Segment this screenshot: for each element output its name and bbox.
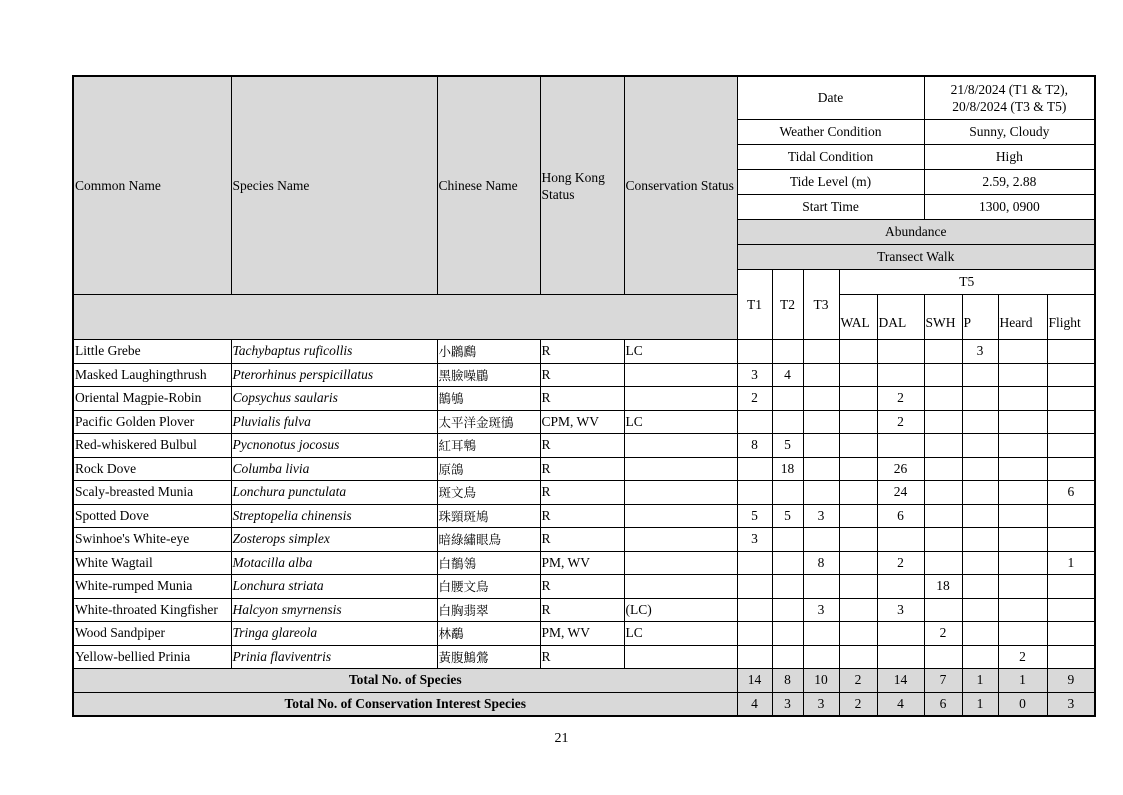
count-cell-swh — [924, 340, 962, 364]
conservation-status-cell — [624, 363, 737, 387]
count-cell-t3: 8 — [803, 551, 839, 575]
count-cell-flight — [1047, 575, 1095, 599]
count-cell-t1 — [737, 410, 772, 434]
header-chinese-name: Chinese Name — [437, 76, 540, 295]
count-cell-wal — [839, 575, 877, 599]
count-cell-swh — [924, 434, 962, 458]
count-cell-heard — [998, 528, 1047, 552]
conservation-status-cell — [624, 434, 737, 458]
header-blank-gap — [73, 295, 737, 340]
count-cell-dal: 26 — [877, 457, 924, 481]
table-row — [73, 598, 1095, 622]
total-cell-heard: 0 — [998, 692, 1047, 716]
conservation-status-cell: LC — [624, 410, 737, 434]
total-cell-dal: 4 — [877, 692, 924, 716]
total-cell-t1: 14 — [737, 669, 772, 693]
count-cell-flight — [1047, 504, 1095, 528]
count-cell-wal — [839, 645, 877, 669]
hk-status-cell: R — [540, 575, 624, 599]
total-cell-dal: 14 — [877, 669, 924, 693]
chinese-name-cell: 白鶺鴒 — [437, 551, 540, 575]
count-cell-t2: 5 — [772, 504, 803, 528]
count-cell-t2: 4 — [772, 363, 803, 387]
hk-status-cell: PM, WV — [540, 551, 624, 575]
count-cell-swh — [924, 363, 962, 387]
count-cell-heard — [998, 457, 1047, 481]
count-cell-p — [962, 622, 998, 646]
header-p: P — [962, 295, 998, 340]
count-cell-flight — [1047, 645, 1095, 669]
total-cell-swh: 6 — [924, 692, 962, 716]
total-cell-heard: 1 — [998, 669, 1047, 693]
count-cell-flight — [1047, 387, 1095, 411]
count-cell-wal — [839, 622, 877, 646]
chinese-name-cell: 斑文鳥 — [437, 481, 540, 505]
hk-status-cell: R — [540, 434, 624, 458]
count-cell-t2 — [772, 481, 803, 505]
count-cell-t2: 18 — [772, 457, 803, 481]
hk-status-cell: PM, WV — [540, 622, 624, 646]
conservation-status-cell: LC — [624, 340, 737, 364]
header-conservation-status: Conservation Status — [624, 76, 737, 295]
table-row — [73, 575, 1095, 599]
start-time-value: 1300, 0900 — [924, 195, 1095, 220]
count-cell-t3 — [803, 410, 839, 434]
conservation-status-cell: LC — [624, 622, 737, 646]
count-cell-p — [962, 410, 998, 434]
species-name-cell: Pluvialis fulva — [231, 410, 437, 434]
count-cell-swh: 18 — [924, 575, 962, 599]
conservation-status-cell — [624, 481, 737, 505]
species-name-cell: Tringa glareola — [231, 622, 437, 646]
count-cell-wal — [839, 598, 877, 622]
total-cell-flight: 9 — [1047, 669, 1095, 693]
conservation-status-cell — [624, 551, 737, 575]
count-cell-p — [962, 363, 998, 387]
count-cell-heard — [998, 434, 1047, 458]
species-name-cell: Motacilla alba — [231, 551, 437, 575]
header-t5: T5 — [839, 270, 1095, 295]
species-name-cell: Copsychus saularis — [231, 387, 437, 411]
count-cell-t1 — [737, 645, 772, 669]
count-cell-wal — [839, 363, 877, 387]
tide-level-label: Tide Level (m) — [737, 170, 924, 195]
count-cell-p — [962, 528, 998, 552]
count-cell-t2 — [772, 622, 803, 646]
count-cell-flight — [1047, 457, 1095, 481]
count-cell-t1 — [737, 481, 772, 505]
common-name-cell: White-rumped Munia — [73, 575, 231, 599]
count-cell-p — [962, 387, 998, 411]
species-name-cell: Streptopelia chinensis — [231, 504, 437, 528]
count-cell-flight — [1047, 363, 1095, 387]
count-cell-dal: 2 — [877, 387, 924, 411]
count-cell-t3 — [803, 363, 839, 387]
count-cell-t3 — [803, 645, 839, 669]
hk-status-cell: R — [540, 528, 624, 552]
common-name-cell: Yellow-bellied Prinia — [73, 645, 231, 669]
count-cell-dal — [877, 340, 924, 364]
chinese-name-cell: 原鴿 — [437, 457, 540, 481]
count-cell-wal — [839, 504, 877, 528]
count-cell-t2 — [772, 528, 803, 552]
bird-survey-table — [72, 75, 1096, 717]
count-cell-swh — [924, 551, 962, 575]
chinese-name-cell: 白腰文鳥 — [437, 575, 540, 599]
count-cell-p: 3 — [962, 340, 998, 364]
count-cell-t2 — [772, 387, 803, 411]
conservation-status-cell: (LC) — [624, 598, 737, 622]
count-cell-dal — [877, 363, 924, 387]
table-row — [73, 481, 1095, 505]
count-cell-heard — [998, 387, 1047, 411]
conservation-status-cell — [624, 457, 737, 481]
common-name-cell: Scaly-breasted Munia — [73, 481, 231, 505]
chinese-name-cell: 鵲鴝 — [437, 387, 540, 411]
conservation-status-cell — [624, 387, 737, 411]
count-cell-p — [962, 645, 998, 669]
species-name-cell: Halcyon smyrnensis — [231, 598, 437, 622]
count-cell-heard — [998, 575, 1047, 599]
common-name-cell: White Wagtail — [73, 551, 231, 575]
table-row — [73, 504, 1095, 528]
hk-status-cell: R — [540, 363, 624, 387]
species-name-cell: Pterorhinus perspicillatus — [231, 363, 437, 387]
total-cell-wal: 2 — [839, 692, 877, 716]
count-cell-wal — [839, 481, 877, 505]
count-cell-t3 — [803, 575, 839, 599]
count-cell-t1 — [737, 457, 772, 481]
header-common-name: Common Name — [73, 76, 231, 295]
table-row — [73, 457, 1095, 481]
table-row — [73, 410, 1095, 434]
common-name-cell: Little Grebe — [73, 340, 231, 364]
count-cell-heard — [998, 598, 1047, 622]
count-cell-wal — [839, 551, 877, 575]
count-cell-swh — [924, 410, 962, 434]
species-name-cell: Tachybaptus ruficollis — [231, 340, 437, 364]
total-cell-t3: 3 — [803, 692, 839, 716]
header-dal: DAL — [877, 295, 924, 340]
count-cell-t1: 2 — [737, 387, 772, 411]
chinese-name-cell: 白胸翡翠 — [437, 598, 540, 622]
conservation-status-cell — [624, 504, 737, 528]
count-cell-t2 — [772, 410, 803, 434]
count-cell-t1 — [737, 622, 772, 646]
count-cell-p — [962, 504, 998, 528]
count-cell-dal: 3 — [877, 598, 924, 622]
totals-row — [73, 669, 1095, 693]
count-cell-t2 — [772, 575, 803, 599]
abundance-header: Abundance — [737, 220, 1095, 245]
common-name-cell: Masked Laughingthrush — [73, 363, 231, 387]
count-cell-flight — [1047, 622, 1095, 646]
count-cell-p — [962, 481, 998, 505]
count-cell-p — [962, 575, 998, 599]
count-cell-swh — [924, 481, 962, 505]
count-cell-t3 — [803, 528, 839, 552]
count-cell-flight — [1047, 598, 1095, 622]
table-row — [73, 622, 1095, 646]
header-heard: Heard — [998, 295, 1047, 340]
header-species-name: Species Name — [231, 76, 437, 295]
total-cell-p: 1 — [962, 692, 998, 716]
common-name-cell: White-throated Kingfisher — [73, 598, 231, 622]
count-cell-wal — [839, 434, 877, 458]
species-name-cell: Lonchura punctulata — [231, 481, 437, 505]
weather-value: Sunny, Cloudy — [924, 120, 1095, 145]
totals-row — [73, 692, 1095, 716]
count-cell-p — [962, 551, 998, 575]
count-cell-t1: 8 — [737, 434, 772, 458]
count-cell-flight — [1047, 528, 1095, 552]
count-cell-dal: 6 — [877, 504, 924, 528]
tidal-label: Tidal Condition — [737, 145, 924, 170]
conservation-status-cell — [624, 645, 737, 669]
count-cell-t1 — [737, 551, 772, 575]
count-cell-dal — [877, 434, 924, 458]
tide-level-value: 2.59, 2.88 — [924, 170, 1095, 195]
count-cell-dal: 24 — [877, 481, 924, 505]
count-cell-p — [962, 434, 998, 458]
chinese-name-cell: 太平洋金斑鴴 — [437, 410, 540, 434]
start-time-label: Start Time — [737, 195, 924, 220]
count-cell-dal: 2 — [877, 410, 924, 434]
totals-label: Total No. of Species — [73, 669, 737, 693]
count-cell-t1: 3 — [737, 528, 772, 552]
count-cell-t3 — [803, 340, 839, 364]
total-cell-swh: 7 — [924, 669, 962, 693]
count-cell-swh: 2 — [924, 622, 962, 646]
count-cell-t1 — [737, 598, 772, 622]
count-cell-t3 — [803, 434, 839, 458]
count-cell-heard — [998, 410, 1047, 434]
count-cell-t3: 3 — [803, 504, 839, 528]
header-swh: SWH — [924, 295, 962, 340]
count-cell-wal — [839, 387, 877, 411]
count-cell-p — [962, 598, 998, 622]
date-value: 21/8/2024 (T1 & T2), 20/8/2024 (T3 & T5) — [924, 76, 1095, 120]
count-cell-swh — [924, 598, 962, 622]
header-flight: Flight — [1047, 295, 1095, 340]
hk-status-cell: R — [540, 481, 624, 505]
chinese-name-cell: 暗綠繡眼鳥 — [437, 528, 540, 552]
tidal-value: High — [924, 145, 1095, 170]
count-cell-swh — [924, 645, 962, 669]
count-cell-wal — [839, 340, 877, 364]
chinese-name-cell: 小鸊鷉 — [437, 340, 540, 364]
count-cell-wal — [839, 528, 877, 552]
count-cell-flight — [1047, 410, 1095, 434]
count-cell-t1 — [737, 575, 772, 599]
header-t2: T2 — [772, 270, 803, 340]
count-cell-t2 — [772, 645, 803, 669]
count-cell-flight: 6 — [1047, 481, 1095, 505]
chinese-name-cell: 林鷸 — [437, 622, 540, 646]
count-cell-t2 — [772, 598, 803, 622]
count-cell-p — [962, 457, 998, 481]
hk-status-cell: R — [540, 457, 624, 481]
common-name-cell: Spotted Dove — [73, 504, 231, 528]
total-cell-wal: 2 — [839, 669, 877, 693]
total-cell-p: 1 — [962, 669, 998, 693]
hk-status-cell: R — [540, 504, 624, 528]
count-cell-wal — [839, 410, 877, 434]
count-cell-wal — [839, 457, 877, 481]
count-cell-dal — [877, 645, 924, 669]
conservation-status-cell — [624, 575, 737, 599]
hk-status-cell: R — [540, 387, 624, 411]
table-row — [73, 434, 1095, 458]
count-cell-dal — [877, 622, 924, 646]
common-name-cell: Swinhoe's White-eye — [73, 528, 231, 552]
count-cell-swh — [924, 528, 962, 552]
count-cell-t3 — [803, 387, 839, 411]
hk-status-cell: R — [540, 340, 624, 364]
hk-status-cell: CPM, WV — [540, 410, 624, 434]
page-number: 21 — [554, 731, 569, 746]
count-cell-heard — [998, 622, 1047, 646]
weather-label: Weather Condition — [737, 120, 924, 145]
date-label: Date — [737, 76, 924, 120]
count-cell-t3 — [803, 622, 839, 646]
header-hk-status: Hong Kong Status — [540, 76, 624, 295]
common-name-cell: Oriental Magpie-Robin — [73, 387, 231, 411]
count-cell-heard — [998, 504, 1047, 528]
count-cell-dal — [877, 575, 924, 599]
table-row — [73, 528, 1095, 552]
count-cell-heard — [998, 551, 1047, 575]
table-row — [73, 340, 1095, 364]
table-row — [73, 363, 1095, 387]
count-cell-t2 — [772, 551, 803, 575]
header-t1: T1 — [737, 270, 772, 340]
common-name-cell: Pacific Golden Plover — [73, 410, 231, 434]
totals-label: Total No. of Conservation Interest Species — [73, 692, 737, 716]
count-cell-t1: 3 — [737, 363, 772, 387]
common-name-cell: Red-whiskered Bulbul — [73, 434, 231, 458]
count-cell-t2 — [772, 340, 803, 364]
hk-status-cell: R — [540, 598, 624, 622]
count-cell-t2: 5 — [772, 434, 803, 458]
count-cell-swh — [924, 457, 962, 481]
table-row — [73, 551, 1095, 575]
count-cell-t3: 3 — [803, 598, 839, 622]
species-name-cell: Pycnonotus jocosus — [231, 434, 437, 458]
transect-walk-header: Transect Walk — [737, 245, 1095, 270]
species-name-cell: Prinia flaviventris — [231, 645, 437, 669]
header-wal: WAL — [839, 295, 877, 340]
common-name-cell: Rock Dove — [73, 457, 231, 481]
chinese-name-cell: 黃腹鷦鶯 — [437, 645, 540, 669]
table-row — [73, 645, 1095, 669]
chinese-name-cell: 紅耳鵯 — [437, 434, 540, 458]
count-cell-t1: 5 — [737, 504, 772, 528]
count-cell-dal: 2 — [877, 551, 924, 575]
count-cell-t3 — [803, 457, 839, 481]
count-cell-flight — [1047, 340, 1095, 364]
common-name-cell: Wood Sandpiper — [73, 622, 231, 646]
total-cell-t2: 8 — [772, 669, 803, 693]
count-cell-heard — [998, 340, 1047, 364]
chinese-name-cell: 黑臉噪鶥 — [437, 363, 540, 387]
count-cell-heard: 2 — [998, 645, 1047, 669]
count-cell-swh — [924, 387, 962, 411]
hk-status-cell: R — [540, 645, 624, 669]
species-name-cell: Zosterops simplex — [231, 528, 437, 552]
count-cell-t1 — [737, 340, 772, 364]
total-cell-flight: 3 — [1047, 692, 1095, 716]
total-cell-t2: 3 — [772, 692, 803, 716]
conservation-status-cell — [624, 528, 737, 552]
count-cell-flight — [1047, 434, 1095, 458]
species-name-cell: Lonchura striata — [231, 575, 437, 599]
count-cell-flight: 1 — [1047, 551, 1095, 575]
table-row — [73, 387, 1095, 411]
count-cell-heard — [998, 481, 1047, 505]
header-t3: T3 — [803, 270, 839, 340]
total-cell-t3: 10 — [803, 669, 839, 693]
chinese-name-cell: 珠頸斑鳩 — [437, 504, 540, 528]
count-cell-t3 — [803, 481, 839, 505]
species-name-cell: Columba livia — [231, 457, 437, 481]
count-cell-heard — [998, 363, 1047, 387]
count-cell-swh — [924, 504, 962, 528]
count-cell-dal — [877, 528, 924, 552]
total-cell-t1: 4 — [737, 692, 772, 716]
